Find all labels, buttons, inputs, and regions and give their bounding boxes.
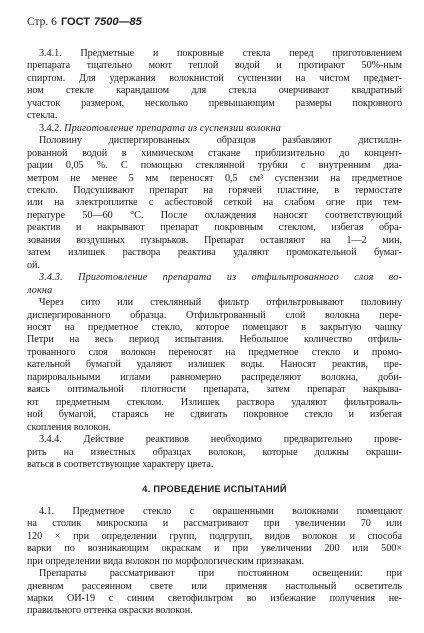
standard-label: ГОСТ — [60, 16, 90, 28]
page-label: Стр. 6 — [27, 16, 57, 28]
text-line: парировальными иглами равномерно распределяют волокна, доби- — [27, 371, 402, 383]
text-line: при определении вида волокон по морфологическим признакам. — [27, 555, 305, 567]
text-line: ваться в соответствующие характеру цвета. — [27, 458, 214, 470]
text-line: на столик микроскопа и рассматривают при увеличении 70 или — [27, 518, 402, 530]
text-line: реактив и накрывают препарат покровным стеклом, избегая обра- — [27, 222, 402, 234]
text-line: рованной водой в химическом стакане приблизительно до концент- — [27, 147, 402, 159]
text-line: рить на известных образцах волокон, которые должны окраши- — [27, 446, 402, 458]
text-line: зования воздушных пузырьков. Препарат оставляют на 1—2 мин, — [27, 234, 402, 246]
text-line: диспергированного образца. Отфильтрованный слой волокна пере- — [27, 309, 402, 321]
text-line: стекла. — [27, 110, 58, 122]
paragraph-3-4-4 — [27, 434, 402, 471]
text-line: 3.4.4. Действие реактивов необходимо предварительно прове- — [39, 434, 402, 446]
paragraph-3-4-1 — [27, 48, 402, 123]
text-line: ном стекле карандашом для стекла очерчивают квадратный — [27, 85, 402, 97]
text-line: 3.4.1. Предметные и покровные стекла перед приготовлением — [39, 48, 402, 59]
subsection-number: 3.4.2. — [39, 122, 62, 134]
subsection-heading-3-4-3-cont: локна — [27, 284, 53, 296]
paragraph-4-1-lighting — [27, 568, 402, 618]
section-title: 4. ПРОВЕДЕНИЕ ИСПЫТАНИЙ — [142, 484, 287, 495]
text-line: правильного оттенка окраски волокон. — [27, 605, 193, 617]
text-line: ной бумагой, стараясь не сдвигать покровное стекло и избегая — [27, 409, 402, 421]
text-line: ой. — [27, 259, 40, 271]
text-line: ют предметным стеклом. Излишек раствора удаляют фильтроваль- — [27, 396, 402, 408]
text-line: 120 × при определении групп, подгрупп, видов волокон и способа — [27, 530, 402, 542]
subsection-title: Приготовление препарата из суспензии волокна — [64, 122, 282, 134]
text-line: пературе 50—60 °С. После охлаждения наносят соответствующий — [27, 209, 402, 221]
subsection-heading-3-4-3: 3.4.3. Приготовление препарата из отфильтрованного слоя во- — [39, 272, 402, 284]
text-line: Через сито или стеклянный фильтр отфильтровывают половину — [39, 297, 402, 309]
text-line: Половину диспергированных образцов разбавляют дистиллн- — [39, 135, 402, 147]
text-line: варки по возникающим окраскам и при увеличении 200 или 500× — [27, 543, 402, 555]
paragraph-3-4-3 — [27, 272, 402, 434]
text-line: кательной бумагой удаляют излишек воды. Наносят реактив, пре- — [27, 359, 402, 371]
text-line: спиртом. Для удержания волокнистой суспензии на чистом предмет- — [27, 72, 402, 84]
text-line: участок размером, несколько превышающим размеры покровного — [27, 97, 402, 109]
text-line: Петри на весь период испытания. Небольшое количество отфиль- — [27, 334, 402, 346]
text-line: ваясь оптимальной плотности препарата, затем препарат накрыва- — [27, 384, 402, 396]
paragraph-4-1 — [27, 506, 402, 568]
subsection-heading-3-4-2 — [27, 123, 402, 135]
text-line: рации 0,05 %. С помощью стеклянной трубки с внутренним диа- — [27, 160, 402, 172]
standard-number: 7500—85 — [93, 16, 142, 28]
text-line: затем излишек раствора реактива удаляют промокательной бумаг- — [27, 247, 402, 259]
text-line: Препараты рассматривают при постоянном освещении: при — [39, 568, 402, 580]
text-line: марки ОИ-19 с синим светофильтром во избежание получения не- — [27, 593, 402, 605]
text-line: препарата тщательно моют теплой водой и протирают 50%-ным — [27, 60, 402, 72]
text-line: трованного слоя волокон переносят на предметное стекло и промо- — [27, 346, 402, 358]
paragraph-3-4-2 — [27, 123, 402, 272]
page-header — [27, 15, 402, 29]
text-line: дневном рассеянном свете или применяя настольный осветитель — [27, 580, 402, 592]
text-line: стекло. Подсушивают препарат на горячей пластине, в термостате — [27, 184, 402, 196]
text-line: носят на предметное стекло, которое помещают в закрытую чашку — [27, 321, 402, 333]
text-line: скопления волокон. — [27, 421, 111, 433]
text-line: метром не менее 5 мм переносят 0,5 см³ суспензии на предметное — [27, 172, 402, 184]
text-line: или на электроплитке с асбестовой сеткой на слабом огне при тем- — [27, 197, 402, 209]
document-body — [27, 48, 402, 618]
text-line: 4.1. Предметное стекло с окрашенными волокнами помещают — [39, 505, 402, 517]
